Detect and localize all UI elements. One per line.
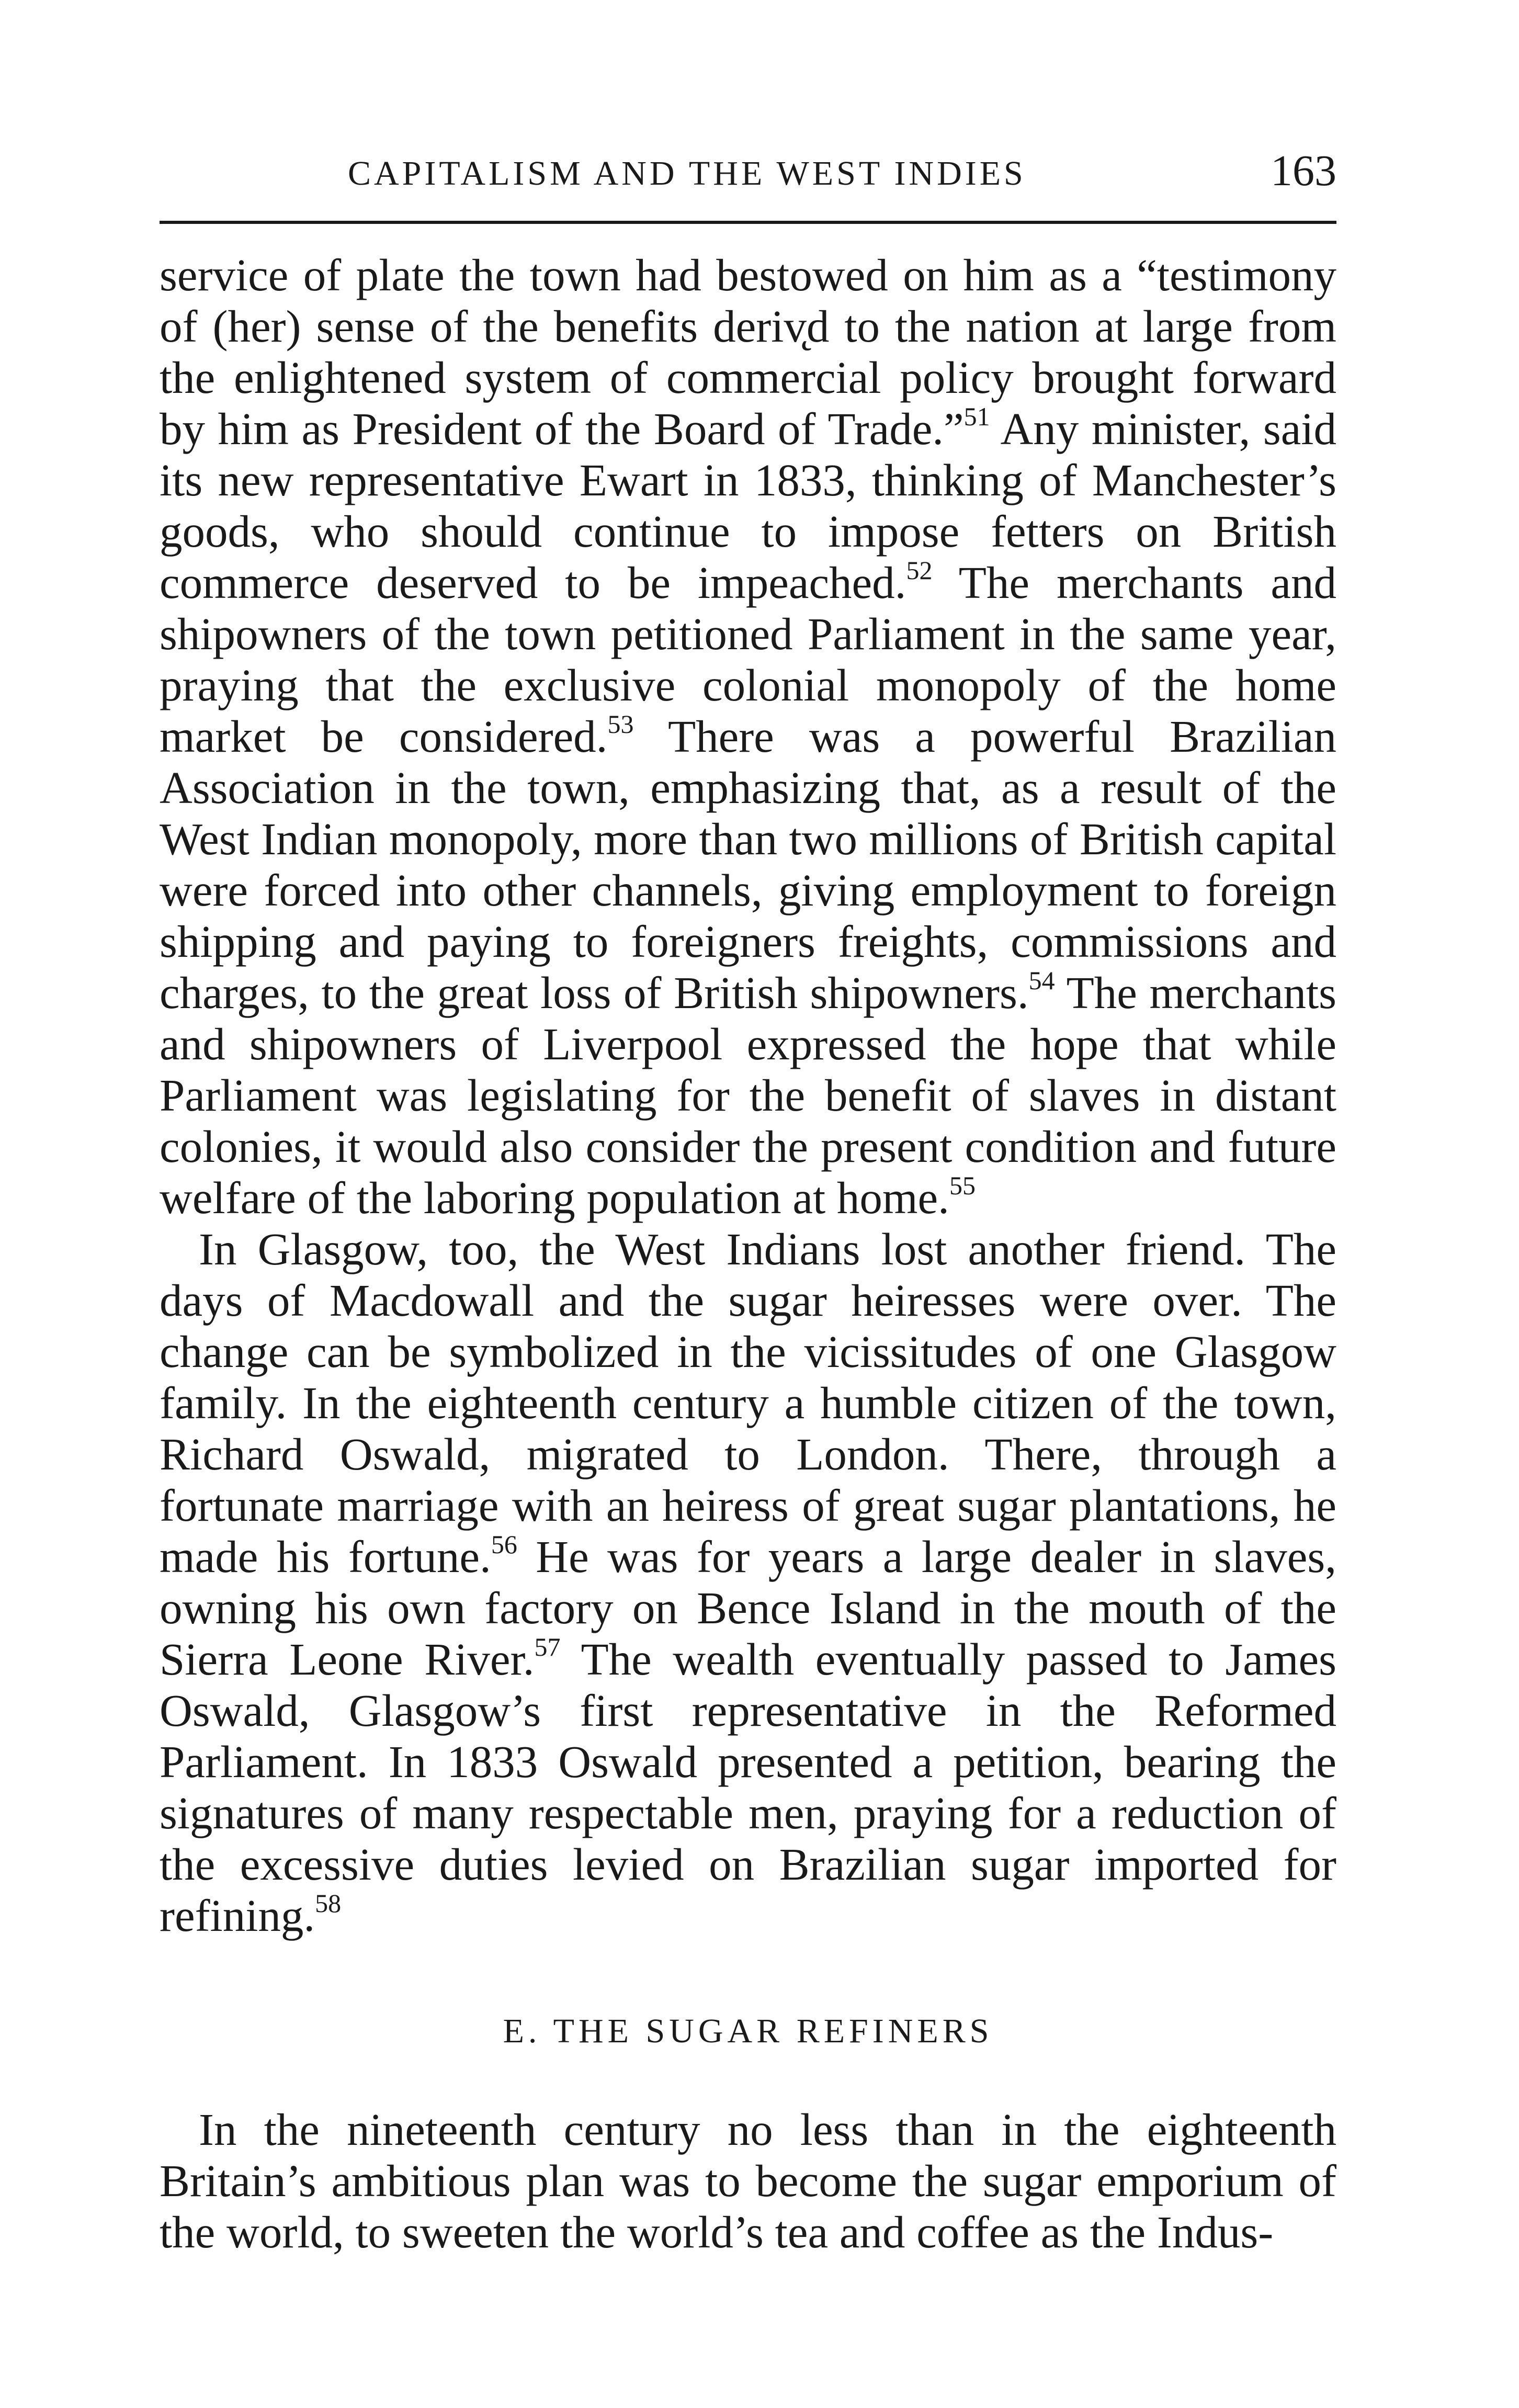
footnote-ref-57[interactable]: 57 <box>534 1632 561 1661</box>
header-rule <box>160 221 1336 224</box>
page-number: 163 <box>1271 146 1336 195</box>
paragraph-text: The merchants and shipowners of the town petitioned Parliament in the same year, praying that the exclusive colonial monopoly of the home market be considered. <box>160 557 1336 762</box>
paragraph-text: There was a powerful Brazilian Association in the town, emphasizing that, as a result of the West Indian monopoly, more than two millions of British capital were forced into other channels, giving employment to foreign shipping and paying to foreigners freights, commissions and charges, to the great loss of British shipowners. <box>160 711 1336 1018</box>
footnote-ref-56[interactable]: 56 <box>491 1530 517 1559</box>
footnote-ref-51[interactable]: 51 <box>963 402 990 431</box>
footnote-ref-52[interactable]: 52 <box>906 556 933 585</box>
paragraph-sugar-refiners: In the nineteenth century no less than in the eighteenth Britain’s ambitious plan was to become the sugar emporium of the world, to sweeten the world’s tea and coffee as the Indus- <box>160 2104 1336 2257</box>
running-head <box>160 145 1336 203</box>
paragraph-text: The wealth eventually passed to James Oswald, Glasgow’s first representative in the Reformed Parliament. In 1833 Oswald presented a petition, bearing the signatures of many respectable men, praying for a reduction of the excessive duties levied on Brazilian sugar imported for refining. <box>160 1634 1336 1941</box>
paragraph-manchester <box>160 250 1336 1224</box>
paragraph-text: He was for years a large dealer in slaves, owning his own factory on Bence Island in the mouth of the Sierra Leone River. <box>160 1531 1336 1685</box>
paragraph-glasgow <box>160 1224 1336 1941</box>
section-heading: E. THE SUGAR REFINERS <box>503 2012 993 2050</box>
running-title: CAPITALISM AND THE WEST INDIES <box>348 154 1026 193</box>
paragraph-text: service of plate the town had bestowed on him as a “testimony of (her) sense of the benefits deriv̨d to the nation at large from the enlightened system of commercial policy brought forward by him as President of the Board of Trade.” <box>160 250 1336 454</box>
footnote-ref-58[interactable]: 58 <box>315 1889 342 1918</box>
footnote-ref-54[interactable]: 54 <box>1028 966 1055 995</box>
footnote-ref-55[interactable]: 55 <box>949 1171 976 1200</box>
paragraph-text: Any minister, said its new representative Ewart in 1833, thinking of Manchester’s goods, who should continue to impose fetters on British commerce deserved to be impeached. <box>160 403 1336 608</box>
paragraph-text: In Glasgow, too, the West Indians lost another friend. The days of Macdowall and the sugar heiresses were over. The change can be symbolized in the vicissitudes of one Glasgow family. In the eighteenth century a humble citizen of the town, Richard Oswald, migrated to London. There, through a fortunate marriage with an heiress of great sugar plantations, he made his fortune. <box>160 1224 1336 1582</box>
section-body-text <box>160 2104 1336 2258</box>
body-text <box>160 250 1336 1941</box>
footnote-ref-53[interactable]: 53 <box>607 709 634 739</box>
paragraph-text: The merchants and shipowners of Liverpool expressed the hope that while Parliament was legislating for the benefit of slaves in distant colonies, it would also consider the present condition and future welfare of the laboring population at home. <box>160 967 1336 1223</box>
